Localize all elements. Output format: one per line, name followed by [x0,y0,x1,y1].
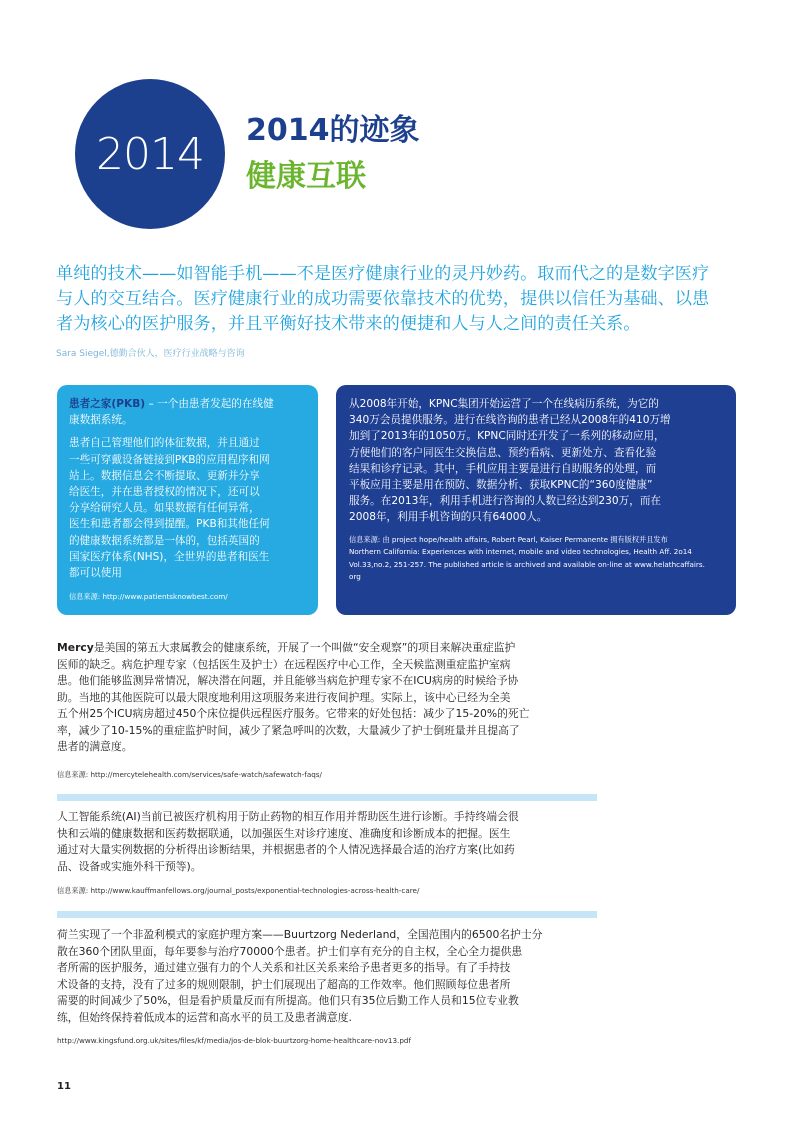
page-subtitle: 健康互联 [246,159,366,194]
pkb-info-box [57,385,318,615]
kpnc-source-line: Northern California: Experiences with internet, mobile and video technologies, Health Aff. 2o14 [349,547,692,557]
buurtzorg-line: 者所需的医护服务，通过建立强有力的个人关系和社区关系来给予患者更多的指导。有了手持技 [57,961,511,974]
ai-source: 信息来源: http://www.kauffmanfellows.org/journal_posts/exponential-technologies-across-health-care/ [57,886,420,895]
kpnc-line: 340万会员提供服务。进行在线咨询的患者已经从2008年的410万增 [349,414,671,427]
mercy-line: 五个州25个ICU病房超过450个床位提供远程医疗服务。它带来的好处包括：减少了15-20%的死亡 [57,707,530,720]
intro-line: 单纯的技术——如智能手机——不是医疗健康行业的灵丹妙药。取而代之的是数字医疗 [56,264,710,284]
kpnc-source-line: Vol.33,no.2, 251-257. The published article is archived and available on-line at www.helathcaffairs. [349,559,705,569]
intro-attribution: Sara Siegel,德勤合伙人，医疗行业战略与咨询 [56,349,245,359]
pkb-line: 医生和患者都会得到提醒。PKB和其他任何 [69,518,270,531]
buurtzorg-source: http://www.kingsfund.org.uk/sites/files/kf/media/jos-de-blok-buurtzorg-home-healthcare-nov13.pdf [57,1036,411,1045]
mercy-source: 信息来源: http://mercytelehealth.com/services/safe-watch/safewatch-faqs/ [57,770,322,779]
mercy-line: 医师的缺乏。病危护理专家（包括医生及护士）在远程医疗中心工作，全天候监测重症监护室病 [57,657,511,671]
page-number: 11 [57,1081,71,1092]
buurtzorg-paragraph [57,927,543,1026]
buurtzorg-line: 需要的时间减少了50%，但是看护质量反而有所提高。他们只有35位后勤工作人员和15位专业教 [57,994,519,1007]
pkb-line: 的健康数据系统都是一体的，包括英国的 [69,534,260,547]
kpnc-line: 结果和诊疗记录。其中，手机应用主要是进行自助服务的处理，而 [349,462,657,475]
intro-line: 与人的交互结合。医疗健康行业的成功需要依靠技术的优势，提供以信任为基础、以患 [56,289,710,309]
page-title: 2014的迹象 [246,113,420,148]
mercy-line: 患。他们能够监测异常情况，解决潜在问题，并且能够当病危护理专家不在ICU病房的时候给予协 [57,674,519,687]
ai-line: 快和云端的健康数据和医药数据联通，以加强医生对诊疗速度、准确度和诊断成本的把握。医生 [57,826,511,840]
pkb-paragraph-1 [69,396,306,428]
pkb-first-line-text: – 一个由患者发起的在线健 [145,398,274,410]
pkb-line: 都可以使用 [69,567,122,580]
kpnc-source [349,534,724,584]
buurtzorg-line: 术设备的支持，没有了过多的规则限制，护士们展现出了超高的工作效率。他们照顾每位患者所 [57,977,511,991]
kpnc-source-line: org [349,572,361,582]
intro-quote [56,262,746,337]
pkb-line: 国家医疗体系(NHS)，全世界的患者和医生 [69,550,270,563]
year-circle [75,79,225,229]
mercy-first-line [57,640,530,657]
ai-paragraph [57,809,519,875]
kpnc-line: 2008年，利用手机咨询的只有64000人。 [349,511,548,524]
pkb-line: 站上。数据信息会不断提取、更新并分享 [69,469,260,482]
mercy-paragraph [57,640,530,756]
kpnc-line: 加到了2013年的1050万。KPNC同时还开发了一系列的移动应用， [349,430,665,443]
ai-line: 人工智能系统(AI)当前已被医疗机构用于防止药物的相互作用并帮助医生进行诊断。手持终端会很 [57,810,519,823]
buurtzorg-line: 荷兰实现了一个非盈利模式的家庭护理方案——Buurtzorg Nederland，全国范围内的6500名护士分 [57,928,543,941]
mercy-term: Mercy [57,641,94,654]
pkb-paragraph-2 [69,435,306,581]
kpnc-line: 平板应用主要是用在预防、数据分析、获取KPNC的“360度健康” [349,479,653,492]
ai-line: 通过对大量实例数据的分析得出诊断结果，并根据患者的个人情况选择最合适的治疗方案(比如药 [57,843,515,856]
mercy-line: 助。当地的其他医院可以最大限度地利用这项服务来进行夜间护理。实际上，该中心已经为全美 [57,690,511,704]
kpnc-info-box [336,385,736,615]
intro-line: 者为核心的医护服务，并且平衡好技术带来的便捷和人与人之间的责任关系。 [56,314,641,334]
pkb-term: 患者之家(PKB) [69,398,146,410]
pkb-first-line [69,396,306,412]
mercy-line: 率，减少了10-15%的重症监护时间，减少了紧急呼叫的次数，大量减少了护士倒班量并且提高了 [57,723,520,737]
pkb-line: 一些可穿戴设备链接到PKB的应用程序和网 [69,453,270,466]
kpnc-line: 方便他们的客户同医生交换信息、预约看病、更新处方、查看化验 [349,446,657,459]
buurtzorg-line: 散在360个团队里面，每年要参与治疗70000个患者。护士们享有充分的自主权，全心全力提供患 [57,944,523,958]
pkb-line: 康数据系统。 [69,414,133,427]
mercy-line: 患者的满意度。 [57,740,133,753]
pkb-line: 分享给研究人员。如果数据有任何异常， [69,502,260,515]
ai-line: 品、设备或实施外科干预等)。 [57,859,202,873]
pkb-source: 信息来源: http://www.patientsknowbest.com/ [69,592,228,602]
section-divider [57,911,597,918]
kpnc-line: 从2008年开始，KPNC集团开始运营了一个在线病历系统，为它的 [349,398,659,410]
year-label: 2014 [96,128,204,180]
pkb-line: 给医生，并在患者授权的情况下，还可以 [69,486,260,499]
pkb-line: 患者自己管理他们的体征数据，并且通过 [69,437,260,450]
kpnc-paragraph [349,396,724,526]
kpnc-line: 服务。在2013年，利用手机进行咨询的人数已经达到230万，而在 [349,495,662,508]
buurtzorg-line: 练，但始终保持着低成本的运营和高水平的员工及患者满意度. [57,1010,352,1024]
kpnc-source-line: 信息来源: 由 project hope/health affairs, Robert Pearl, Kaiser Permanente 拥有版权并且发布 [349,534,668,544]
section-divider [57,794,597,801]
mercy-first-line-text: 是美国的第五大隶属教会的健康系统，开展了一个叫做“安全观察”的项目来解决重症监护 [93,641,516,654]
